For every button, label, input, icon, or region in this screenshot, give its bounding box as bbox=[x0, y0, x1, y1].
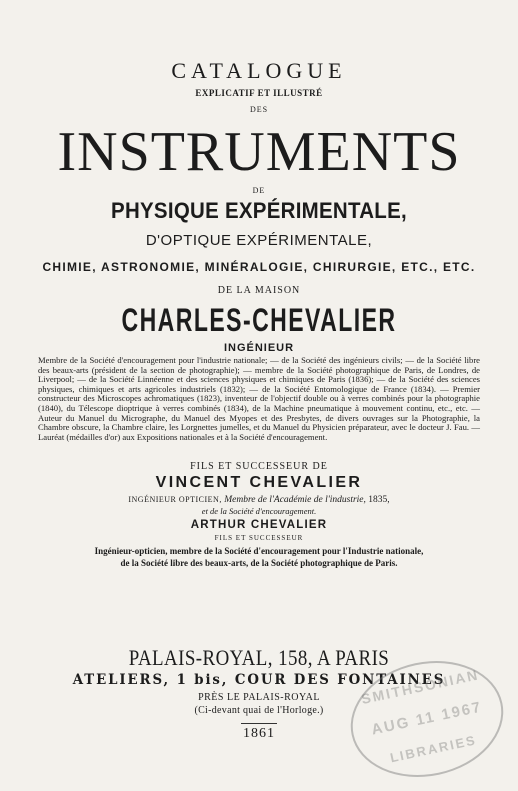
description-text: Membre de la Société d'encouragement pour l'industrie nationale; — de la Société des ingénieurs civils; — de la Société libre des beaux-arts (président de la section de photographie); — membre de la Société photographique de Paris, de Londres, de Liverpool; — de la Société Linnéenne et des sciences physiques et chimiques de Paris (1836); — de la Société des sciences physiques, chimiques et arts agricoles industriels (1832); — de la Société Entomologique de France (1834). — Premier constructeur des Microscopes achromatiques (1823), inventeur de l'objectif double ou à verres combinés pour la photographie (1840), du Télescope dioptrique à verres combinés (1834), de la Machine pneumatique à mouvement continu, etc., etc. — Auteur du Manuel du Micrographe, du Manuel des Myopes et des Presbytes, de divers ouvrages sur la Photographie, la Chambre obscure, la Chambre claire, les Lorgnettes jumelles, et du Manuel du Physicien préparateur, avec le docteur J. Fau. — Lauréat (médailles d'or) aux Expositions nationales et à la Société d'encouragement. bbox=[38, 355, 480, 442]
chimie-line: CHIMIE, ASTRONOMIE, MINÉRALOGIE, CHIRURGIE, ETC., ETC. bbox=[42, 260, 476, 274]
ingenieur-opticien: INGÉNIEUR OPTICIEN, bbox=[128, 495, 222, 504]
vincent-chevalier-name: VINCENT CHEVALIER bbox=[155, 474, 363, 491]
fils-successeur: FILS ET SUCCESSEUR bbox=[214, 534, 304, 542]
ateliers-address: ATELIERS, 1 bis, COUR DES FONTAINES bbox=[72, 672, 446, 688]
instruments-heading: INSTRUMENTS bbox=[57, 121, 461, 183]
academie-membership: Membre de l'Académie de l'industrie, bbox=[224, 495, 366, 505]
catalogue-heading: CATALOGUE bbox=[171, 58, 347, 83]
ingenieur-title: INGÉNIEUR bbox=[223, 342, 295, 354]
ci-devant-line: (Ci-devant quai de l'Horloge.) bbox=[194, 705, 324, 716]
optique-heading: D'OPTIQUE EXPÉRIMENTALE, bbox=[145, 232, 373, 249]
publication-year: 1861 bbox=[243, 726, 275, 741]
maison-description bbox=[38, 356, 480, 442]
fils-successeur-de: FILS ET SUCCESSEUR DE bbox=[190, 461, 328, 472]
physique-heading: PHYSIQUE EXPÉRIMENTALE, bbox=[111, 198, 407, 223]
stamp-line-2: AUG 11 1967 bbox=[369, 698, 484, 739]
vincent-title-line bbox=[0, 495, 518, 505]
vincent-year: 1835, bbox=[368, 495, 390, 505]
de-la-maison: DE LA MAISON bbox=[217, 285, 301, 296]
arthur-chevalier-name: ARTHUR CHEVALIER bbox=[190, 519, 328, 531]
arthur-desc-line2: de la Société libre des beaux-arts, de la Société photographique de Paris. bbox=[120, 558, 398, 568]
pres-palais-royal: PRÈS LE PALAIS-ROYAL bbox=[198, 692, 320, 703]
palais-royal-address: PALAIS-ROYAL, 158, A PARIS bbox=[128, 645, 390, 670]
divider-rule bbox=[241, 723, 277, 724]
stamp-line-3: LIBRARIES bbox=[388, 732, 478, 766]
des-line: DES bbox=[249, 105, 269, 114]
stamp-line-1: SMITHSONIAN bbox=[359, 666, 481, 708]
encouragement-line: et de la Société d'encouragement. bbox=[201, 506, 317, 516]
arthur-desc-line1: Ingénieur-opticien, membre de la Société d'encouragement pour l'Industrie nationale, bbox=[94, 546, 424, 556]
charles-chevalier-name: CHARLES-CHEVALIER bbox=[121, 302, 397, 338]
de-line: DE bbox=[252, 186, 266, 195]
explicatif-line: EXPLICATIF ET ILLUSTRÉ bbox=[195, 88, 323, 98]
